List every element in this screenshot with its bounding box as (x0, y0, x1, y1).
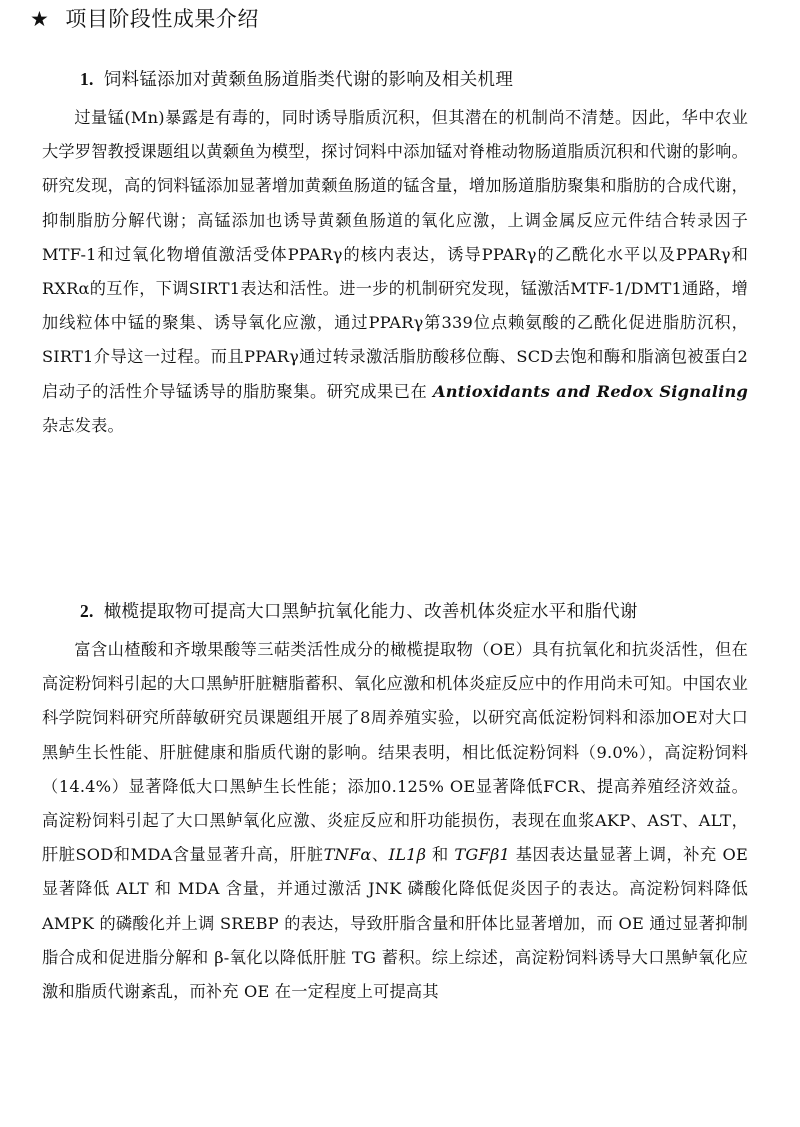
star-icon: ★ (30, 7, 50, 31)
gene-name: IL1β (388, 845, 427, 865)
section-paragraph (42, 101, 748, 443)
separator-text: 和 (426, 845, 455, 865)
separator-text: 、 (371, 845, 389, 865)
paragraph-text: 过量锰(Mn)暴露是有毒的，同时诱导脂质沉积，但其潜在的机制尚不清楚。因此，华中农业大学罗智教授课题组以黄颡鱼为模型，探讨饲料中添加锰对脊椎动物肠道脂质沉积和代谢的影响。研究发现，高的饲料锰添加显著增加黄颡鱼肠道的锰含量，增加肠道脂肪聚集和脂肪的合成代谢，抑制脂肪分解代谢；高锰添加也诱导黄颡鱼肠道的氧化应激，上调金属反应元件结合转录因子MTF-1和过氧化物增值激活受体PPARγ的核内表达，诱导PPARγ的乙酰化水平以及PPARγ和RXRα的互作，下调SIRT1表达和活性。进一步的机制研究发现，锰激活MTF-1/DMT1通路，增加线粒体中锰的聚集、诱导氧化应激，通过PPARγ第339位点赖氨酸的乙酰化促进脂肪沉积，SIRT1介导这一过程。而且PPARγ通过转录激活脂肪酸移位酶、SCD去饱和酶和脂滴包被蛋白2启动子的活性介导锰诱导的脂肪聚集。研究成果已在 (42, 108, 748, 401)
section-1 (42, 66, 748, 443)
paragraph-text: 富含山楂酸和齐墩果酸等三萜类活性成分的橄榄提取物（OE）具有抗氧化和抗炎活性，但在高淀粉饲料引起的大口黑鲈肝脏糖脂蓄积、氧化应激和机体炎症反应中的作用尚未可知。中国农业科学院饲料研究所薛敏研究员课题组开展了8周养殖实验，以研究高低淀粉饲料和添加OE对大口黑鲈生长性能、肝脏健康和脂质代谢的影响。结果表明，相比低淀粉饲料（9.0%），高淀粉饲料（14.4%）显著降低大口黑鲈生长性能；添加0.125% OE显著降低FCR、提高养殖经济效益。高淀粉饲料引起了大口黑鲈氧化应激、炎症反应和肝功能损伤，表现在血浆AKP、AST、ALT，肝脏SOD和MDA含量显著升高，肝脏 (42, 640, 748, 865)
gene-name: TNFα (323, 845, 372, 865)
page-title-text: 项目阶段性成果介绍 (65, 7, 259, 31)
section-2 (42, 598, 748, 1009)
section-number: 1. (80, 69, 94, 89)
section-heading-text: 饲料锰添加对黄颡鱼肠道脂类代谢的影响及相关机理 (103, 70, 514, 90)
section-number: 2. (80, 601, 94, 621)
paragraph-text-end: 基因表达量显著上调，补充 OE 显著降低 ALT 和 MDA 含量，并通过激活 JNK 磷酸化降低促炎因子的表达。高淀粉饲料降低 AMPK 的磷酸化并上调 SREBP 的表达，导致肝脂含量和肝体比显著增加，而 OE 通过显著抑制脂合成和促进脂分解和 β-氧化以降低肝脏 TG 蓄积。综上综述，高淀粉饲料诱导大口黑鲈氧化应激和脂质代谢紊乱，而补充 OE 在一定程度上可提高其 (42, 845, 748, 1002)
page-title (30, 4, 259, 34)
section-heading (80, 598, 748, 625)
section-paragraph (42, 633, 748, 1009)
section-heading (80, 66, 748, 93)
gene-name: TGFβ1 (454, 845, 511, 865)
journal-name: Antioxidants and Redox Signaling (432, 381, 748, 401)
paragraph-text-end: 杂志发表。 (42, 415, 124, 435)
section-heading-text: 橄榄提取物可提高大口黑鲈抗氧化能力、改善机体炎症水平和脂代谢 (103, 602, 638, 622)
